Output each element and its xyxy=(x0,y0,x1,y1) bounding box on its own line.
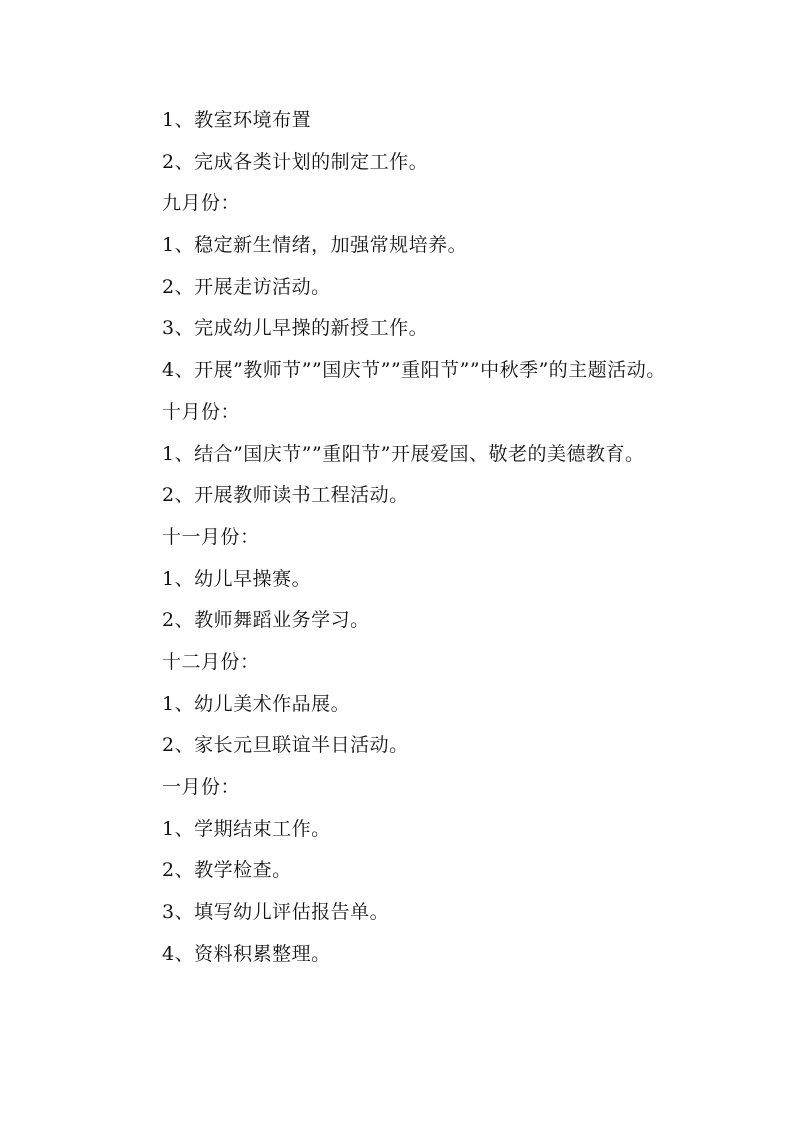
paragraph-line: 2、教师舞蹈业务学习。 xyxy=(162,609,370,632)
paragraph-line: 1、教室环境布置 xyxy=(162,109,312,131)
paragraph-line: 1、幼儿早操赛。 xyxy=(162,567,312,590)
paragraph-line: 1、结合”国庆节””重阳节”开展爱国、敬老的美德教育。 xyxy=(162,442,645,465)
paragraph-line: 2、完成各类计划的制定工作。 xyxy=(162,150,429,173)
paragraph-line: 3、填写幼儿评估报告单。 xyxy=(162,901,390,924)
section-heading: 九月份： xyxy=(162,192,241,215)
section-heading: 一月份： xyxy=(162,776,241,799)
document-body xyxy=(120,100,698,975)
paragraph-line: 1、幼儿美术作品展。 xyxy=(162,692,351,715)
section-heading: 十月份： xyxy=(162,400,241,423)
paragraph-line: 1、稳定新生情绪，加强常规培养。 xyxy=(162,234,468,257)
section-heading: 十一月份： xyxy=(162,525,260,548)
paragraph-line: 4、开展”教师节””国庆节””重阳节””中秋季”的主题活动。 xyxy=(162,359,666,382)
paragraph-line: 2、开展教师读书工程活动。 xyxy=(162,484,409,507)
paragraph-line: 4、资料积累整理。 xyxy=(162,942,331,965)
section-heading: 十二月份： xyxy=(162,650,260,673)
paragraph-line: 2、开展走访活动。 xyxy=(162,275,331,298)
paragraph-line: 2、家长元旦联谊半日活动。 xyxy=(162,734,409,757)
paragraph-line: 3、完成幼儿早操的新授工作。 xyxy=(162,317,429,340)
paragraph-line: 1、学期结束工作。 xyxy=(162,817,331,840)
paragraph-line: 2、教学检查。 xyxy=(162,859,292,882)
